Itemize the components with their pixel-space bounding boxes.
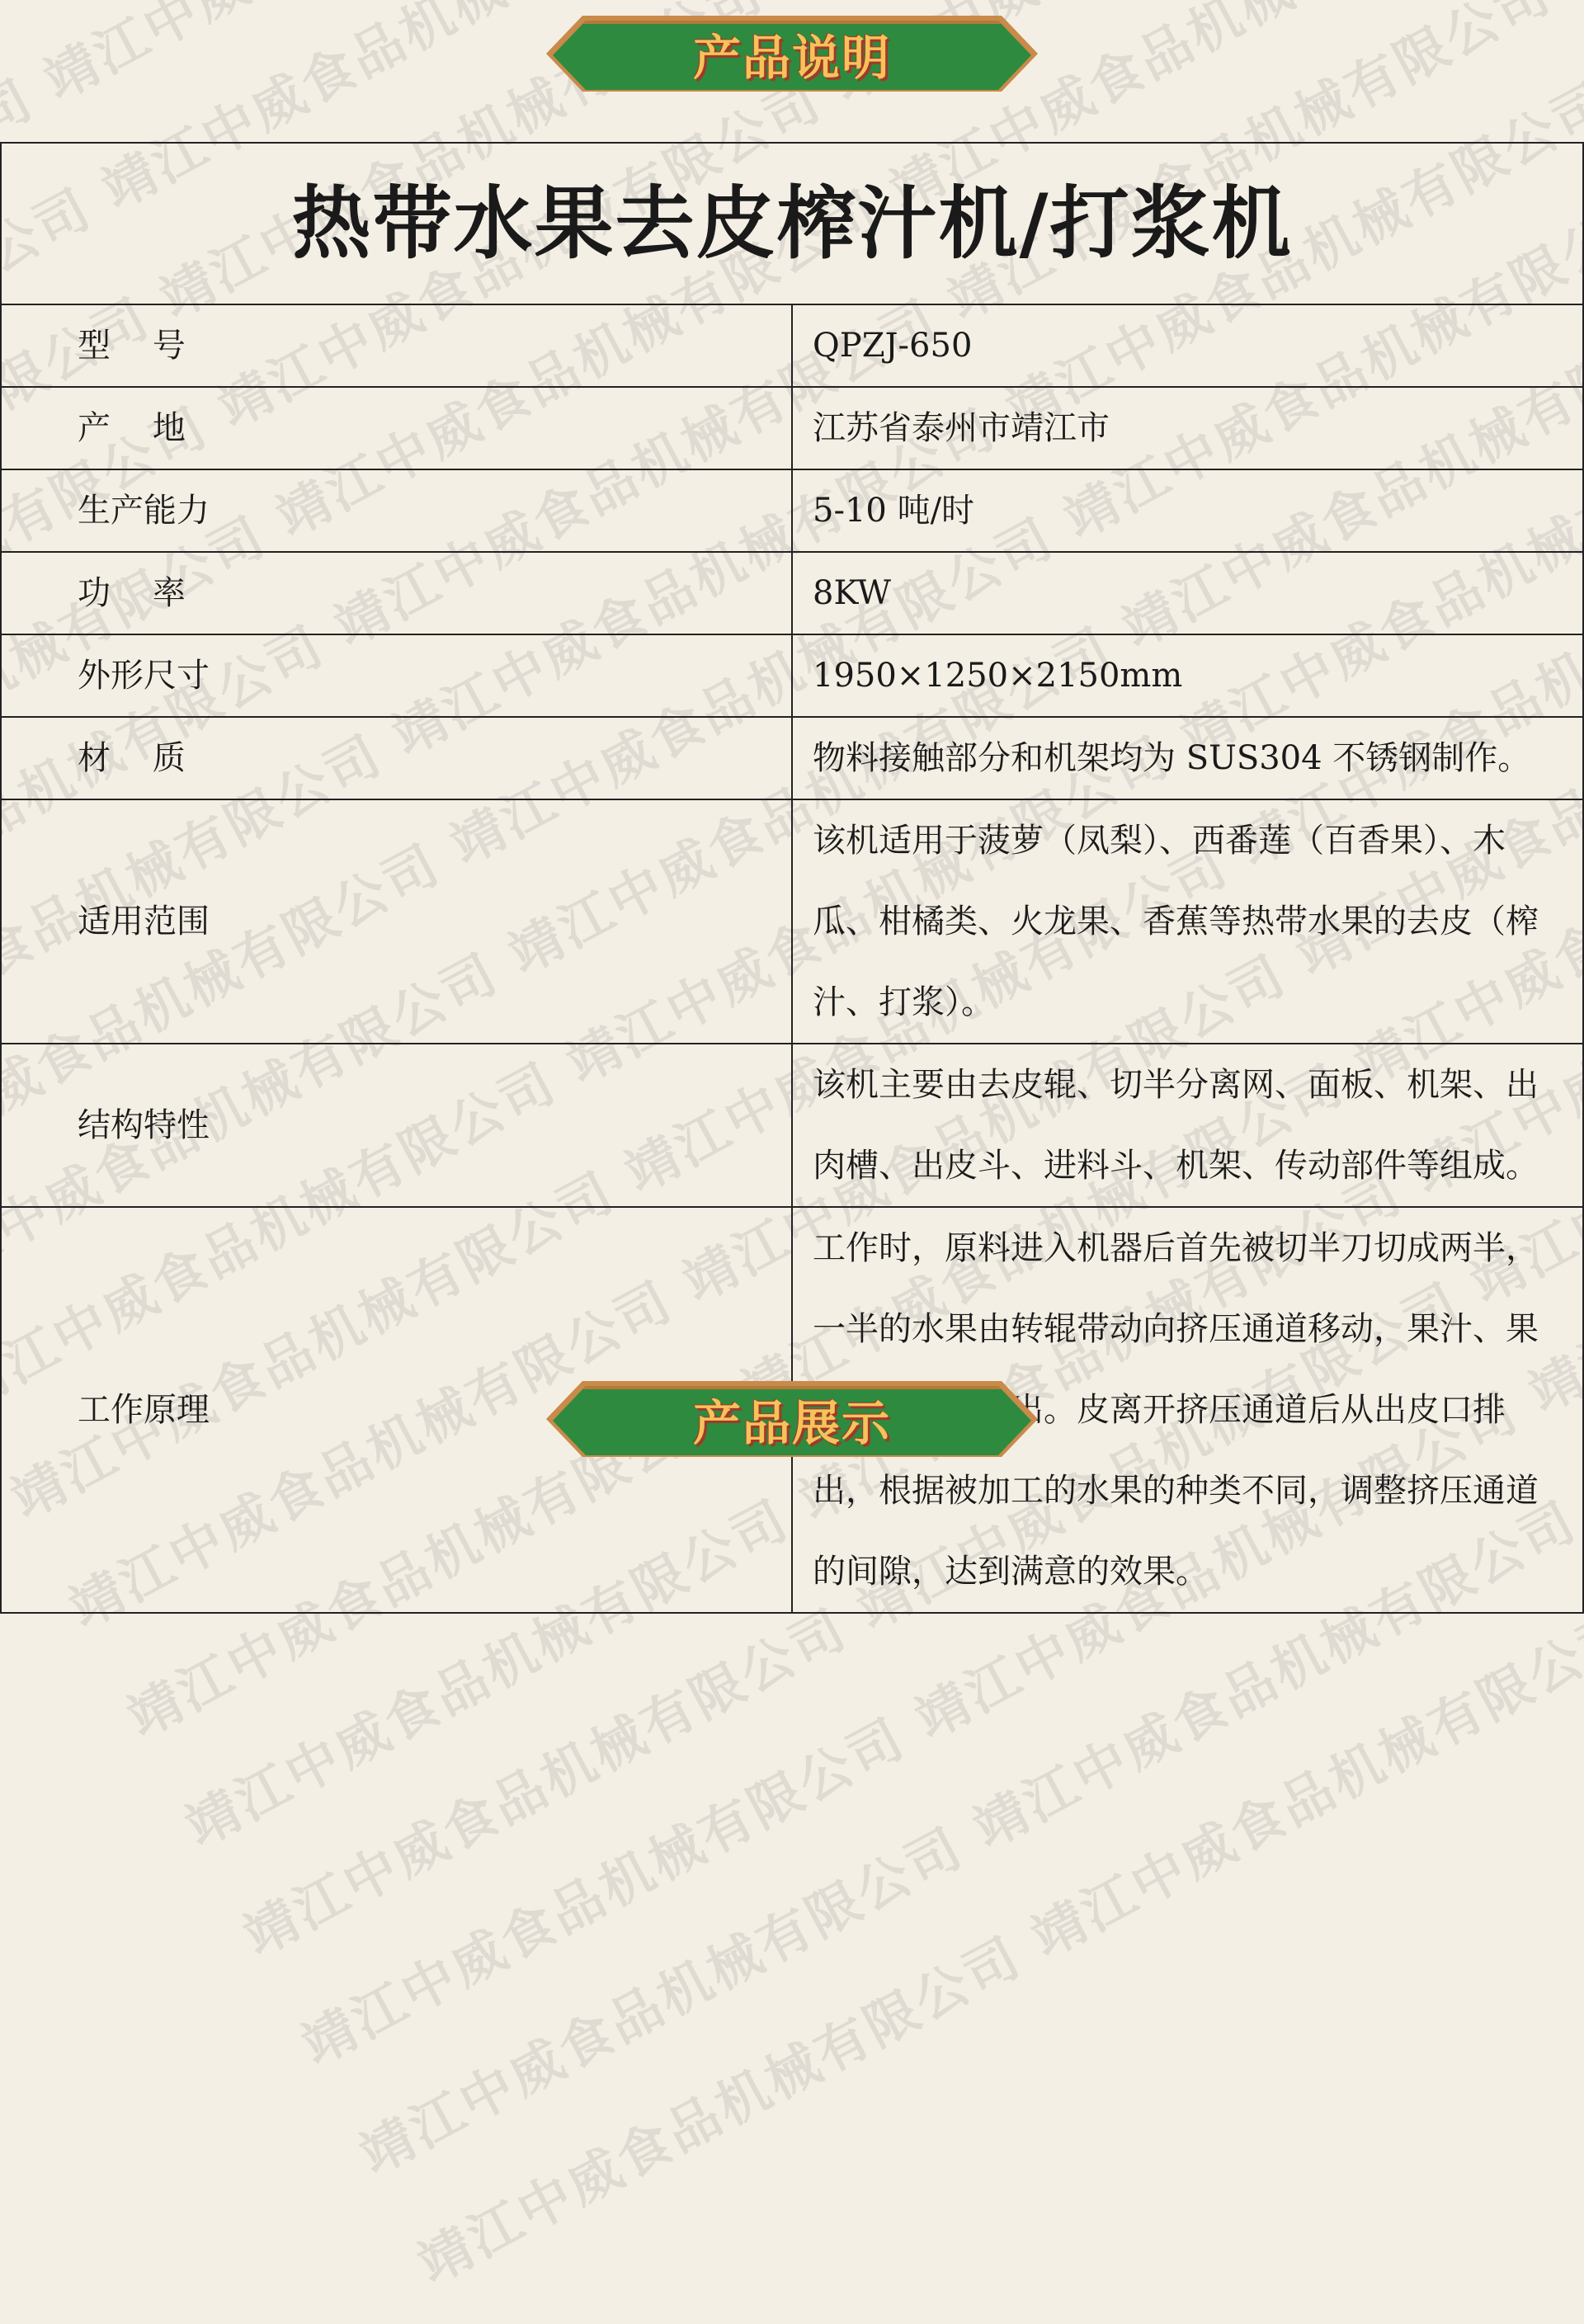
spec-value-dimensions: 1950×1250×2150mm <box>792 634 1583 717</box>
product-title: 热带水果去皮榨汁机/打浆机 <box>1 143 1583 304</box>
watermark-line: 靖江中威食品机械有限公司 靖江中威食品机械有限公司 靖江中威食品机械有限公司 <box>162 802 1584 1888</box>
spec-key-model: 型 号 <box>1 304 792 387</box>
watermark-line: 靖江中威食品机械有限公司 靖江中威食品机械有限公司 靖江中威食品机械有限公司 <box>0 0 1584 1013</box>
spec-value-material: 物料接触部分和机架均为 SUS304 不锈钢制作。 <box>792 717 1583 799</box>
spec-key-origin: 产 地 <box>1 387 792 469</box>
spec-value-application: 该机适用于菠萝（凤梨）、西番莲（百香果）、木瓜、柑橘类、火龙果、香蕉等热带水果的去皮（榨汁、打浆）。 <box>792 799 1583 1044</box>
watermark-line: 靖江中威食品机械有限公司 靖江中威食品机械有限公司 靖江中威食品机械有限公司 <box>0 365 1584 1450</box>
watermark-line: 靖江中威食品机械有限公司 靖江中威食品机械有限公司 <box>394 1238 1584 2324</box>
spec-value-structure: 该机主要由去皮辊、切半分离网、面板、机架、出肉槽、出皮斗、进料斗、机架、传动部件等组成。 <box>792 1044 1583 1207</box>
spec-key-power: 功 率 <box>1 552 792 634</box>
spec-value-model: QPZJ-650 <box>792 304 1583 387</box>
spec-value-power: 8KW <box>792 552 1583 634</box>
spec-value-principle: 工作时，原料进入机器后首先被切半刀切成两半，一半的水果由转辊带动向挤压通道移动，果汁、果肉通过筛网排出。皮离开挤压通道后从出皮口排出，根据被加工的水果的种类不同，调整挤压通道的间隙，达到满意的效果。 <box>792 1207 1583 1613</box>
watermark-line: 靖江中威食品机械有限公司 靖江中威食品机械有限公司 靖江中威食品机械有限公司 <box>0 255 1584 1341</box>
watermark-line: 靖江中威食品机械有限公司 靖江中威食品机械有限公司 靖江中威食品机械有限公司 <box>0 474 1584 1559</box>
spec-key-capacity: 生产能力 <box>1 469 792 552</box>
watermark-line: 靖江中威食品机械有限公司 靖江中威食品机械有限公司 靖江中威食品机械有限公司 <box>336 1129 1584 2215</box>
spec-key-principle: 工作原理 <box>1 1207 792 1613</box>
watermark-line: 靖江中威食品机械有限公司 靖江中威食品机械有限公司 靖江中威食品机械有限公司 <box>45 583 1584 1669</box>
watermark-line: 靖江中威食品机械有限公司 靖江中威食品机械有限公司 靖江中威食品机械有限公司 <box>0 36 1584 1122</box>
spec-key-structure: 结构特性 <box>1 1044 792 1207</box>
spec-key-material: 材 质 <box>1 717 792 799</box>
spec-key-application: 适用范围 <box>1 799 792 1044</box>
watermark-line: 靖江中威食品机械有限公司 靖江中威食品机械有限公司 靖江中威食品机械有限公司 <box>0 146 1584 1232</box>
watermark-line: 靖江中威食品机械有限公司 靖江中威食品机械有限公司 靖江中威食品机械有限公司 <box>219 911 1584 1996</box>
spec-value-origin: 江苏省泰州市靖江市 <box>792 387 1583 469</box>
spec-key-dimensions: 外形尺寸 <box>1 634 792 717</box>
watermark-line: 靖江中威食品机械有限公司 靖江中威食品机械有限公司 靖江中威食品机械有限公司 <box>104 692 1584 1778</box>
watermark-line: 靖江中威食品机械有限公司 靖江中威食品机械有限公司 靖江中威食品机械有限公司 <box>278 1020 1584 2105</box>
banner-top-label: 产品说明 <box>553 21 1031 87</box>
banner-bottom-label: 产品展示 <box>553 1386 1031 1452</box>
watermark-line: 靖江中威食品机械有限公司 靖江中威食品机械有限公司 靖江中威食品机械有限公司 <box>0 0 1533 903</box>
spec-value-capacity: 5-10 吨/时 <box>792 469 1583 552</box>
